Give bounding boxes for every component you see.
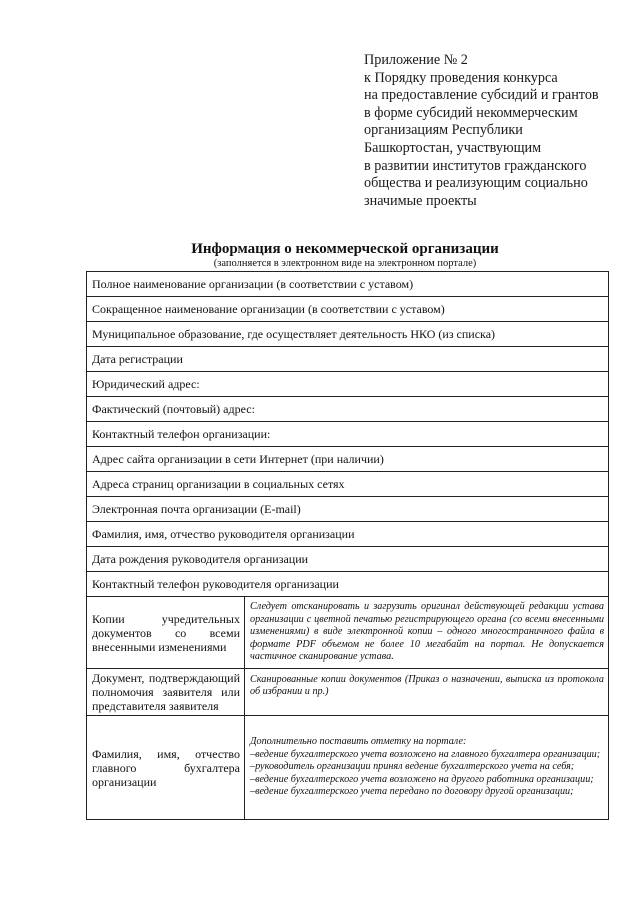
table-row <box>87 472 609 497</box>
field-chief-accountant-label: Фамилия, имя, отчество главного бухгалтера организации <box>87 716 245 820</box>
field-org-phone[interactable]: Контактный телефон организации: <box>87 422 609 447</box>
table-row <box>87 669 609 716</box>
field-email[interactable]: Электронная почта организации (E-mail) <box>87 497 609 522</box>
appendix-line: в форме субсидий некоммерческим <box>364 104 578 121</box>
field-full-name[interactable]: Полное наименование организации (в соответствии с уставом) <box>87 272 609 297</box>
table-row <box>87 716 609 820</box>
appendix-line: значимые проекты <box>364 192 477 209</box>
table-row <box>87 497 609 522</box>
field-postal-address[interactable]: Фактический (почтовый) адрес: <box>87 397 609 422</box>
field-chief-accountant-note[interactable] <box>245 716 609 820</box>
field-website[interactable]: Адрес сайта организации в сети Интернет (при наличии) <box>87 447 609 472</box>
accountant-option[interactable]: –ведение бухгалтерского учета возложено на главного бухгалтера организации; <box>250 748 601 760</box>
field-registration-date[interactable]: Дата регистрации <box>87 347 609 372</box>
field-social-pages[interactable]: Адреса страниц организации в социальных сетях <box>87 472 609 497</box>
appendix-line: к Порядку проведения конкурса <box>364 69 558 86</box>
table-row <box>87 447 609 472</box>
appendix-line: Башкортостан, участвующим <box>364 139 542 156</box>
table-row <box>87 347 609 372</box>
appendix-line: в развитии институтов гражданского <box>364 157 587 174</box>
table-row <box>87 397 609 422</box>
field-authority-document-label: Документ, подтверждающий полномочия заявителя или представителя заявителя <box>87 669 245 716</box>
accountant-option[interactable]: –ведение бухгалтерского учета возложено на другого работника организации; <box>250 773 594 785</box>
accountant-option[interactable]: –ведение бухгалтерского учета передано по договору другой организации; <box>250 786 574 798</box>
table-row <box>87 547 609 572</box>
appendix-line: общества и реализующим социально <box>364 175 588 192</box>
table-row <box>87 372 609 397</box>
field-short-name[interactable]: Сокращенное наименование организации (в соответствии с уставом) <box>87 297 609 322</box>
accountant-note-intro: Дополнительно поставить отметку на портале: <box>250 736 467 748</box>
appendix-header <box>364 52 634 210</box>
form-subtitle: (заполняется в электронном виде на электронном портале) <box>213 258 477 269</box>
field-head-phone[interactable]: Контактный телефон руководителя организации <box>87 572 609 597</box>
field-municipality[interactable]: Муниципальное образование, где осуществляет деятельность НКО (из списка) <box>87 322 609 347</box>
accountant-option[interactable]: –руководитель организации принял ведение бухгалтерского учета на себя; <box>250 761 575 773</box>
field-legal-address[interactable]: Юридический адрес: <box>87 372 609 397</box>
field-authority-document-note[interactable]: Сканированные копии документов (Приказ о назначении, выписка из протокола об избрании и пр.) <box>245 669 609 716</box>
field-charter-documents-note[interactable]: Следует отсканировать и загрузить оригинал действующей редакции устава организации с цветной печатью регистрирующего органа (со всеми внесенными изменениями) в виде электронной копии – одного многостраничного файла в формате PDF объемом не более 10 мегабайт на портал. Не допускается частичное сканирование устава. <box>245 597 609 669</box>
form-title: Информация о некоммерческой организации <box>191 241 499 257</box>
field-charter-documents-label: Копии учредительных документов со всеми внесенными изменениями <box>87 597 245 669</box>
table-row <box>87 297 609 322</box>
field-head-birthdate[interactable]: Дата рождения руководителя организации <box>87 547 609 572</box>
table-row <box>87 572 609 597</box>
appendix-line: Приложение № 2 <box>364 52 468 68</box>
table-row <box>87 272 609 297</box>
organization-info-table <box>86 271 609 820</box>
table-row <box>87 522 609 547</box>
table-row <box>87 322 609 347</box>
appendix-line: организациям Республики <box>364 122 523 139</box>
table-row <box>87 597 609 669</box>
appendix-line: на предоставление субсидий и грантов <box>364 87 599 104</box>
field-head-name[interactable]: Фамилия, имя, отчество руководителя организации <box>87 522 609 547</box>
table-row <box>87 422 609 447</box>
